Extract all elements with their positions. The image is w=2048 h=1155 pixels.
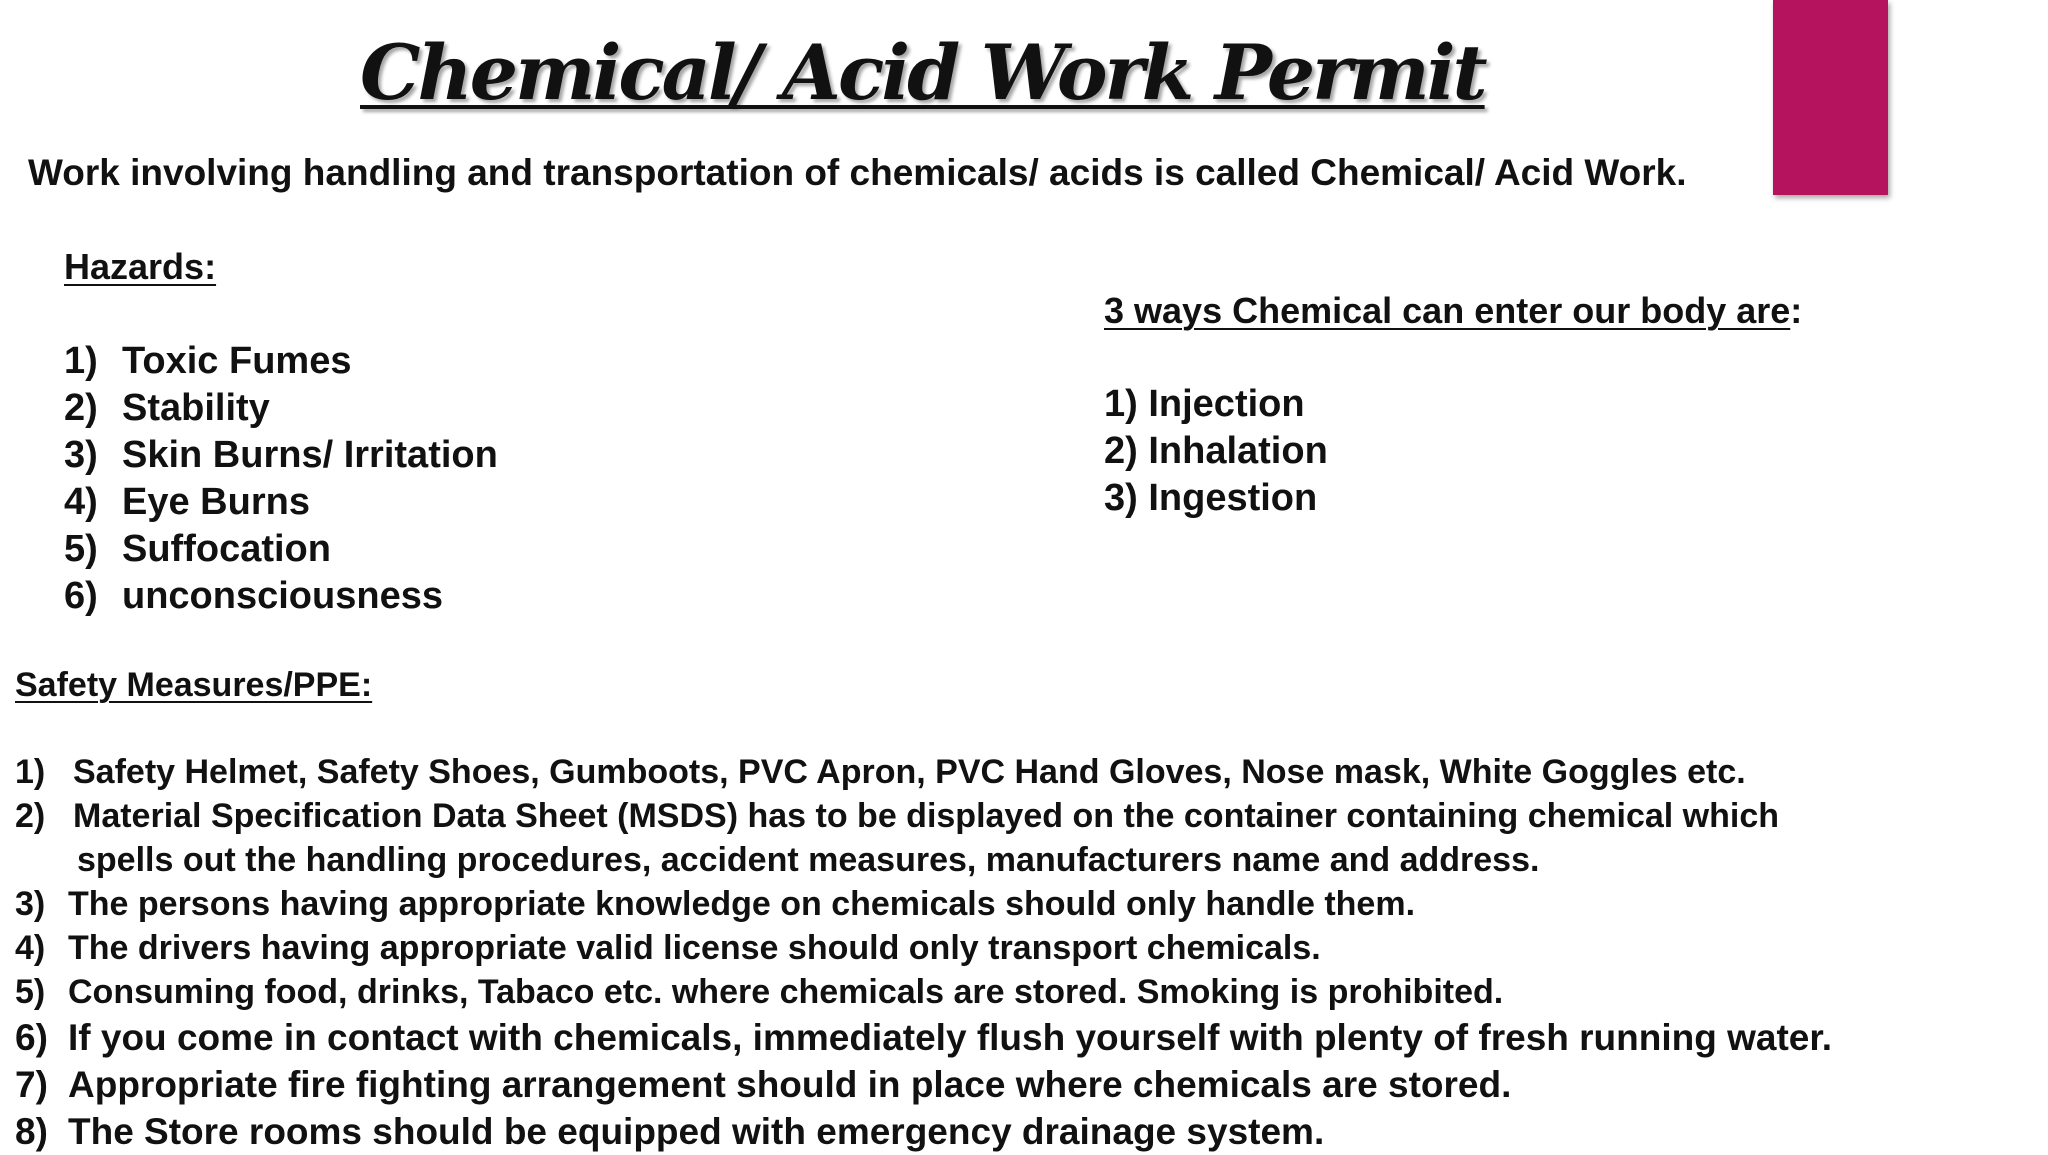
list-item-text: Suffocation bbox=[122, 528, 331, 570]
list-item-text: Toxic Fumes bbox=[122, 340, 352, 382]
list-item-text: The persons having appropriate knowledge on chemicals should only handle them. bbox=[68, 885, 1416, 923]
list-item bbox=[15, 750, 1832, 794]
list-number: 5) bbox=[64, 528, 98, 570]
hazards-heading: Hazards: bbox=[64, 246, 217, 287]
list-number: 2) bbox=[64, 387, 98, 429]
list-item bbox=[15, 882, 1832, 926]
list-item: 1) Injection bbox=[1104, 383, 1305, 425]
entry-ways-heading-colon: : bbox=[1790, 290, 1803, 331]
list-number: 6) bbox=[64, 575, 98, 617]
list-item bbox=[15, 1061, 1832, 1108]
list-number: 8) bbox=[15, 1111, 48, 1152]
list-item-text: unconsciousness bbox=[122, 575, 443, 617]
safety-heading: Safety Measures/PPE: bbox=[15, 666, 373, 704]
list-item-text: Skin Burns/ Irritation bbox=[122, 434, 498, 476]
list-item bbox=[64, 573, 498, 620]
list-item bbox=[15, 970, 1832, 1014]
list-item bbox=[64, 432, 498, 479]
intro-text: Work involving handling and transportation of chemicals/ acids is called Chemical/ Acid Work. bbox=[28, 152, 1687, 193]
slide-title: Chemical/ Acid Work Permit bbox=[360, 28, 1485, 117]
list-item-text: Appropriate fire fighting arrangement should in place where chemicals are stored. bbox=[68, 1064, 1512, 1105]
list-number: 4) bbox=[15, 929, 46, 967]
list-item-text: The Store rooms should be equipped with emergency drainage system. bbox=[68, 1111, 1325, 1152]
list-number: 4) bbox=[64, 481, 98, 523]
entry-ways-list bbox=[1104, 381, 1328, 522]
list-number: 3) bbox=[64, 434, 98, 476]
list-item-text: The drivers having appropriate valid license should only transport chemicals. bbox=[68, 929, 1321, 967]
list-item bbox=[64, 385, 498, 432]
list-number: 1) bbox=[64, 340, 98, 382]
safety-list bbox=[15, 750, 1832, 1155]
list-number: 1) bbox=[15, 753, 46, 791]
list-number: 2) bbox=[15, 797, 46, 835]
list-item: 3) Ingestion bbox=[1104, 477, 1318, 519]
list-number: 5) bbox=[15, 973, 46, 1011]
list-item-text: Safety Helmet, Safety Shoes, Gumboots, PVC Apron, PVC Hand Gloves, Nose mask, White Goggles etc. bbox=[73, 753, 1746, 791]
list-item bbox=[15, 1108, 1832, 1155]
list-item-text: Stability bbox=[122, 387, 270, 429]
list-number: 6) bbox=[15, 1017, 48, 1058]
list-item bbox=[15, 1014, 1832, 1061]
list-item: 2) Inhalation bbox=[1104, 430, 1328, 472]
list-item bbox=[15, 794, 1832, 838]
accent-bar bbox=[1773, 0, 1888, 195]
entry-ways-heading bbox=[1104, 290, 1802, 332]
list-item bbox=[15, 926, 1832, 970]
list-item-text: Eye Burns bbox=[122, 481, 310, 523]
list-number: 3) bbox=[15, 885, 46, 923]
list-item bbox=[64, 479, 498, 526]
list-item bbox=[64, 526, 498, 573]
list-item-text: Consuming food, drinks, Tabaco etc. where chemicals are stored. Smoking is prohibited. bbox=[68, 973, 1504, 1011]
entry-ways-heading-text: 3 ways Chemical can enter our body are bbox=[1104, 290, 1791, 331]
list-item-text: Material Specification Data Sheet (MSDS) has to be displayed on the container containing chemical which bbox=[73, 797, 1780, 835]
list-number: 7) bbox=[15, 1064, 48, 1105]
list-item bbox=[64, 338, 498, 385]
list-item-continuation: spells out the handling procedures, accident measures, manufacturers name and address. bbox=[77, 841, 1540, 879]
hazards-list bbox=[64, 338, 498, 620]
list-item-text: If you come in contact with chemicals, immediately flush yourself with plenty of fresh running water. bbox=[68, 1017, 1833, 1058]
